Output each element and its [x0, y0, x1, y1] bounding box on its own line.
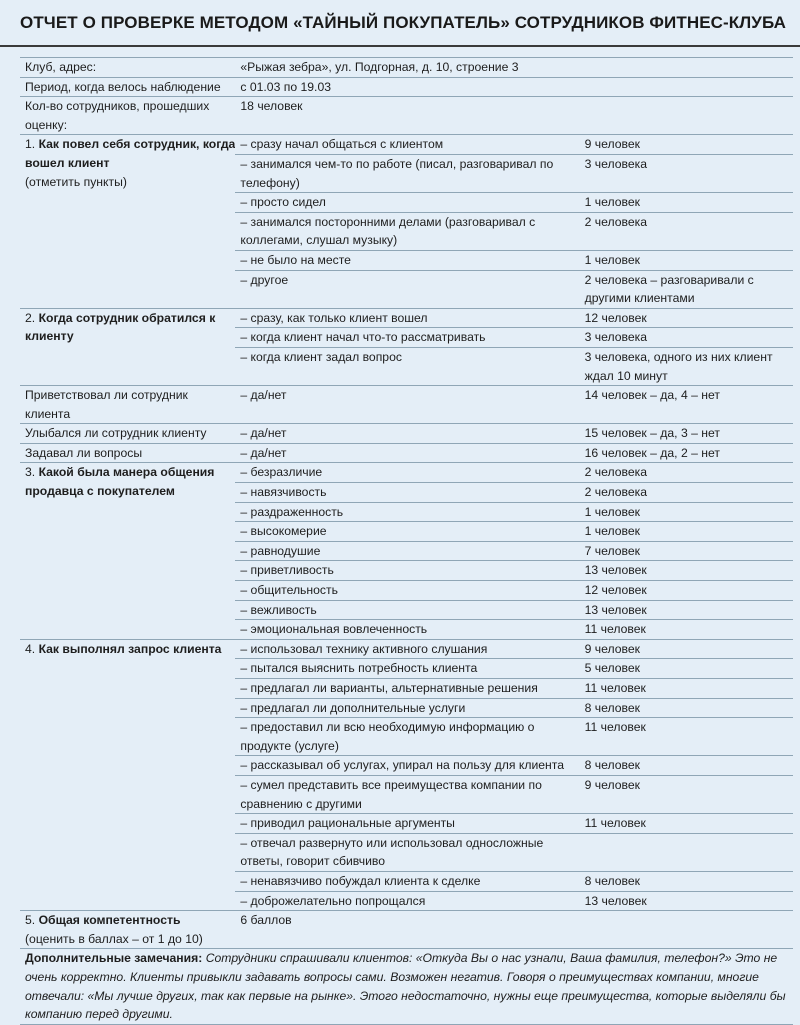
item-result: 11 человек — [580, 718, 793, 756]
item-text: – да/нет — [235, 424, 579, 444]
section-number: 1. — [25, 137, 39, 152]
item-result: 8 человек — [580, 871, 793, 891]
item-result: 2 человека — [580, 483, 793, 503]
table-row — [20, 443, 793, 463]
item-result: 11 человек — [580, 679, 793, 699]
info-label: Кол-во сотрудников, прошедших оценку: — [20, 97, 235, 135]
question-label: Задавал ли вопросы — [20, 443, 235, 463]
item-result: 13 человек — [580, 891, 793, 911]
item-result: 3 человека, одного из них клиент ждал 10 минут — [580, 347, 793, 385]
item-result: 14 человек – да, 4 – нет — [580, 386, 793, 424]
notes — [20, 949, 793, 1024]
section-title: Когда сотрудник обратился к клиенту — [25, 310, 216, 344]
item-text: – не было на месте — [235, 250, 579, 270]
info-label: Клуб, адрес: — [20, 58, 235, 78]
section-number: 5. — [25, 913, 39, 928]
item-text: – высокомерие — [235, 522, 579, 542]
item-text: – пытался выяснить потребность клиента — [235, 659, 579, 679]
section-title: Как выполнял запрос клиента — [38, 641, 222, 656]
item-text: – эмоциональная вовлеченность — [235, 620, 579, 640]
item-text: – сразу, как только клиент вошел — [235, 308, 579, 328]
info-label: Период, когда велось наблюдение — [20, 77, 235, 97]
notes-label: Дополнительные замечания: — [25, 951, 206, 966]
item-text: – рассказывал об услугах, упирал на пользу для клиента — [235, 756, 579, 776]
item-result: 12 человек — [580, 308, 793, 328]
section-title: Как повел себя сотрудник, когда вошел клиент — [25, 137, 236, 170]
item-text: – общительность — [235, 581, 579, 601]
item-result: 2 человека – разговаривали с другими клиентами — [580, 270, 793, 308]
question-label: Приветствовал ли сотрудник клиента — [20, 386, 235, 424]
item-result: 3 человека — [580, 154, 793, 192]
section-subtitle: (отметить пункты) — [25, 174, 127, 189]
item-text: – вежливость — [235, 600, 579, 620]
item-text: – предоставил ли всю необходимую информацию о продукте (услуге) — [235, 718, 579, 756]
item-result: 1 человек — [580, 522, 793, 542]
item-text: – когда клиент задал вопрос — [235, 347, 579, 385]
competence-heading — [20, 911, 235, 949]
item-result: 3 человека — [580, 328, 793, 348]
item-text: – предлагал ли варианты, альтернативные решения — [235, 679, 579, 699]
section-heading — [20, 639, 235, 910]
item-result: 2 человека — [580, 463, 793, 483]
section-number: 4. — [25, 641, 39, 656]
section-title: Какой была манера общения продавца с покупателем — [25, 465, 215, 499]
report-title: ОТЧЕТ О ПРОВЕРКЕ МЕТОДОМ «ТАЙНЫЙ ПОКУПАТЕЛЬ» СОТРУДНИКОВ ФИТНЕС-КЛУБА — [20, 13, 786, 32]
item-result: 16 человек – да, 2 – нет — [580, 443, 793, 463]
notes-text: Сотрудники спрашивали клиентов: «Откуда Вы о нас узнали, Ваша фамилия, телефон?» Это не очень корректно. Клиенты привыкли задавать вопросы сами. Возможен негатив. Говоря о преимуществах компании, многие отвечали: «Мы лучше других, так как первые на рынке». Этого недостаточно, нужны еще преимущества, которые выделяли бы компанию перед другими. — [25, 951, 786, 1022]
item-text: – приветливость — [235, 561, 579, 581]
table-row — [20, 135, 793, 155]
info-value: «Рыжая зебра», ул. Подгорная, д. 10, строение 3 — [235, 58, 793, 78]
item-result: 9 человек — [580, 135, 793, 155]
item-result: 13 человек — [580, 600, 793, 620]
item-result: 15 человек – да, 3 – нет — [580, 424, 793, 444]
competence-value: 6 баллов — [235, 911, 793, 949]
item-result — [580, 833, 793, 871]
item-result: 5 человек — [580, 659, 793, 679]
item-result: 12 человек — [580, 581, 793, 601]
item-result: 8 человек — [580, 756, 793, 776]
section-number: 2. — [25, 310, 39, 325]
item-text: – предлагал ли дополнительные услуги — [235, 698, 579, 718]
item-text: – другое — [235, 270, 579, 308]
section-number: 3. — [25, 465, 39, 480]
table-row — [20, 911, 793, 949]
item-text: – равнодушие — [235, 541, 579, 561]
section-heading — [20, 135, 235, 308]
table-row — [20, 386, 793, 424]
item-text: – да/нет — [235, 386, 579, 424]
item-result: 8 человек — [580, 698, 793, 718]
item-result: 1 человек — [580, 193, 793, 213]
title-divider — [0, 45, 800, 47]
section-title: Общая компетентность — [38, 913, 181, 928]
item-text: – занимался посторонними делами (разговаривал с коллегами, слушал музыку) — [235, 212, 579, 250]
table-row — [20, 424, 793, 444]
item-text: – использовал технику активного слушания — [235, 639, 579, 659]
item-result: 1 человек — [580, 250, 793, 270]
item-text: – да/нет — [235, 443, 579, 463]
report-table — [20, 57, 793, 1025]
item-text: – приводил рациональные аргументы — [235, 814, 579, 834]
item-result: 1 человек — [580, 502, 793, 522]
item-result: 2 человека — [580, 212, 793, 250]
item-result: 11 человек — [580, 620, 793, 640]
item-text: – ненавязчиво побуждал клиента к сделке — [235, 871, 579, 891]
item-text: – занимался чем-то по работе (писал, разговаривал по телефону) — [235, 154, 579, 192]
item-text: – доброжелательно попрощался — [235, 891, 579, 911]
info-value: с 01.03 по 19.03 — [235, 77, 793, 97]
section-heading — [20, 308, 235, 385]
item-text: – навязчивость — [235, 483, 579, 503]
item-text: – безразличие — [235, 463, 579, 483]
table-row — [20, 949, 793, 1024]
table-row — [20, 58, 793, 78]
item-result: 13 человек — [580, 561, 793, 581]
item-text: – раздраженность — [235, 502, 579, 522]
section-subtitle: (оценить в баллах – от 1 до 10) — [25, 931, 203, 946]
table-row — [20, 308, 793, 328]
question-label: Улыбался ли сотрудник клиенту — [20, 424, 235, 444]
item-result: 7 человек — [580, 541, 793, 561]
item-result: 11 человек — [580, 814, 793, 834]
item-text: – отвечал развернуто или использовал односложные ответы, говорит сбивчиво — [235, 833, 579, 871]
table-row — [20, 97, 793, 135]
info-value: 18 человек — [235, 97, 793, 135]
table-row — [20, 463, 793, 483]
item-text: – сумел представить все преимущества компании по сравнению с другими — [235, 775, 579, 813]
item-result: 9 человек — [580, 775, 793, 813]
section-heading — [20, 463, 235, 639]
item-text: – просто сидел — [235, 193, 579, 213]
item-text: – сразу начал общаться с клиентом — [235, 135, 579, 155]
table-row — [20, 639, 793, 659]
item-result: 9 человек — [580, 639, 793, 659]
table-row — [20, 77, 793, 97]
item-text: – когда клиент начал что-то рассматривать — [235, 328, 579, 348]
